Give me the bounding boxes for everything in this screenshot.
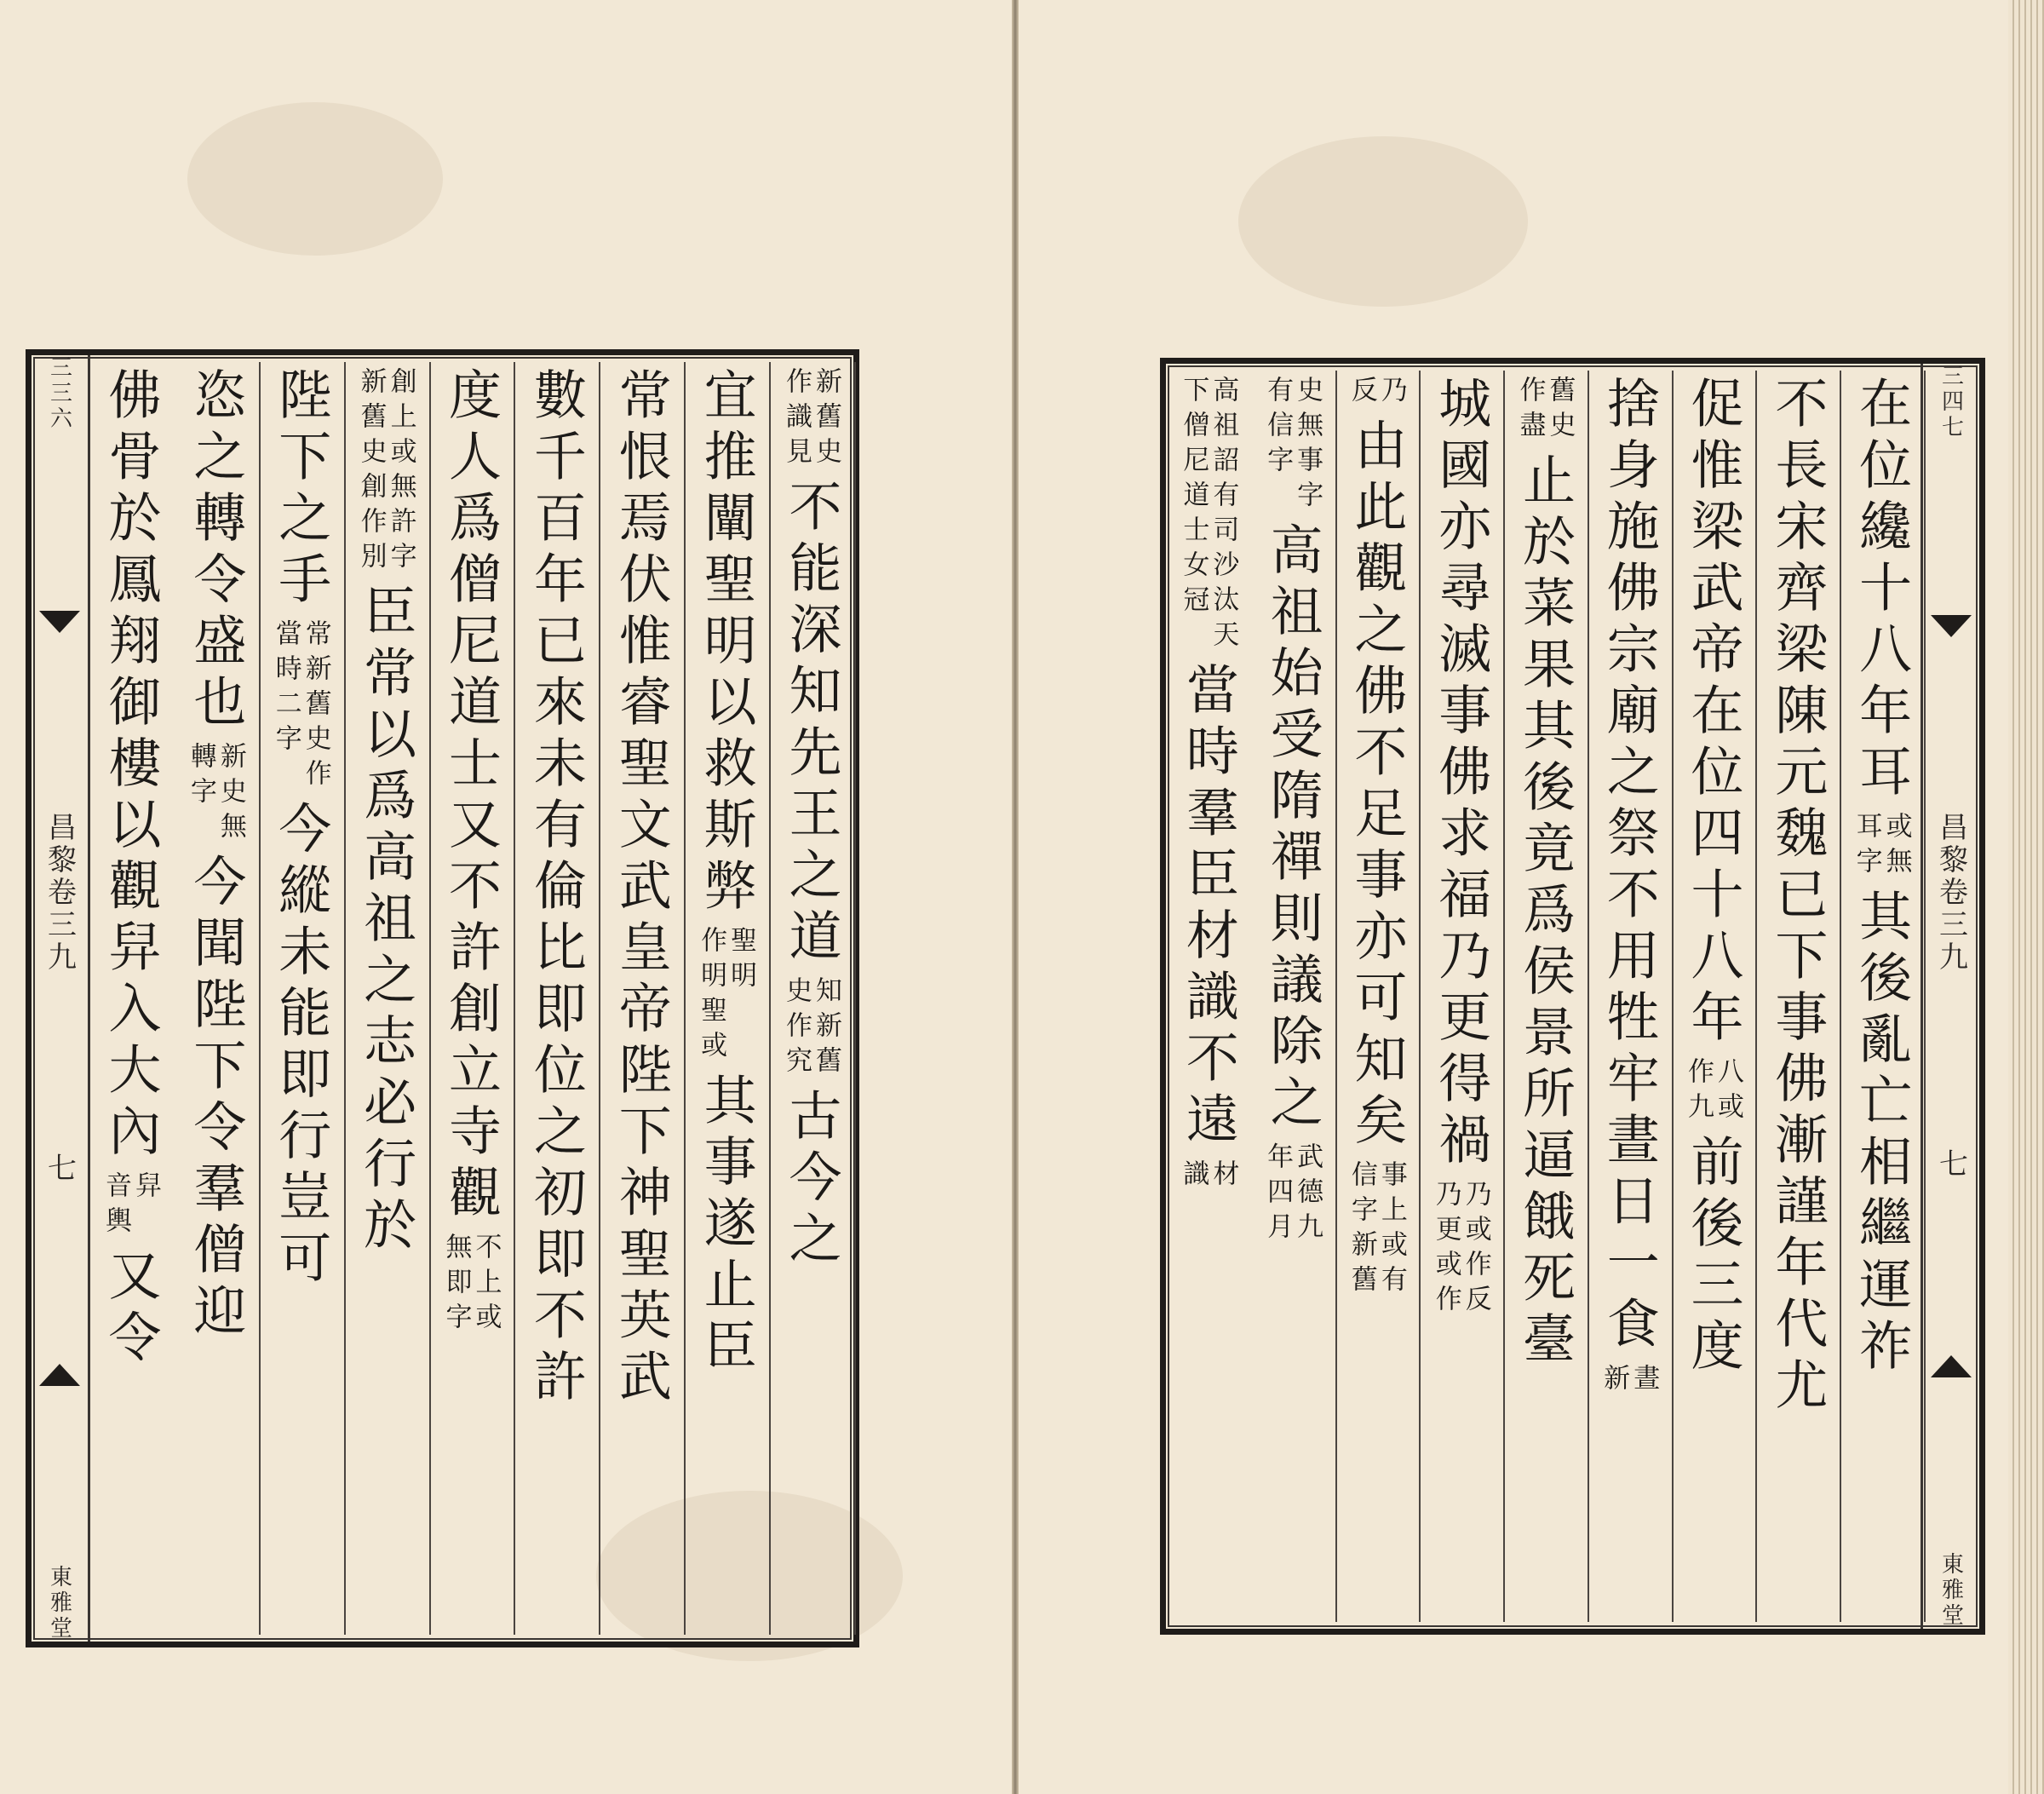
banxin-margin <box>32 355 90 1642</box>
text-column <box>1250 376 1335 1617</box>
annotation-line: 新 <box>1599 1364 1630 1399</box>
main-text: 在位纔十八年耳 <box>1850 376 1913 805</box>
annotation-line: 轉字 <box>185 742 216 812</box>
annotation-note <box>1346 376 1407 411</box>
text-column <box>343 367 428 1630</box>
annotation-note <box>440 1233 502 1337</box>
annotation-line: 作明聖或 <box>696 926 727 1066</box>
annotation-line: 常新舊史作 <box>300 619 331 794</box>
annotation-note <box>1178 1159 1239 1194</box>
annotation-line: 知新舊 <box>811 976 842 1081</box>
main-text: 宜推闡聖明以救斯弊 <box>695 367 758 919</box>
main-text: 當時羣臣材識不遠 <box>1177 662 1240 1153</box>
fishtail-mark <box>1931 615 1972 637</box>
text-column <box>1418 376 1502 1617</box>
page-edges <box>2008 0 2044 1794</box>
annotation-line: 年四月 <box>1262 1142 1294 1247</box>
fishtail-mark <box>39 611 80 633</box>
annotation-line: 不上或 <box>470 1233 502 1337</box>
annotation-note <box>100 1171 161 1241</box>
annotation-line: 高祖詔有司沙汰天 <box>1208 376 1239 655</box>
annotation-note <box>355 367 416 577</box>
main-text: 恣之轉令盛也 <box>184 367 247 735</box>
annotation-note <box>1599 1364 1660 1399</box>
annotation-line: 新史無 <box>215 742 246 847</box>
text-column <box>1587 376 1671 1617</box>
annotation-line: 當時二字 <box>270 619 301 759</box>
annotation-line: 音輿 <box>100 1171 131 1241</box>
annotation-note <box>696 926 757 1066</box>
fishtail-mark <box>1931 1355 1972 1377</box>
main-text: 前後三度 <box>1682 1134 1745 1379</box>
annotation-line: 無即字 <box>440 1233 472 1337</box>
main-text: 今聞陛下令羣僧迎 <box>184 854 247 1344</box>
fishtail-mark <box>39 1364 80 1386</box>
main-text: 不長宋齊梁陳元魏已下事佛漸謹年代尤 <box>1766 376 1829 1418</box>
main-text: 數千百年已來未有倫比即位之初即不許 <box>525 367 588 1410</box>
banxin-publisher: 東雅堂 <box>1938 1552 1964 1629</box>
banxin-page-number: 三三六 <box>46 355 72 432</box>
annotation-line: 晝 <box>1628 1364 1660 1399</box>
annotation-line: 作九 <box>1683 1057 1714 1127</box>
annotation-note <box>1262 376 1323 515</box>
text-column <box>428 367 514 1630</box>
annotation-line: 史無事字 <box>1292 376 1323 515</box>
annotation-note <box>781 976 842 1081</box>
annotation-line: 乃或作反 <box>1460 1180 1491 1320</box>
text-frame <box>1160 358 1985 1635</box>
annotation-line: 識 <box>1178 1159 1209 1194</box>
main-text: 度人爲僧尼道士又不許創立寺觀 <box>439 367 502 1226</box>
annotation-line: 事上或有 <box>1375 1160 1407 1300</box>
main-text: 又令 <box>99 1248 162 1371</box>
annotation-line: 聖明 <box>726 926 757 996</box>
banxin-book-title: 昌黎卷三九 <box>42 812 77 974</box>
text-column <box>173 367 258 1630</box>
main-text: 佛骨於鳳翔御樓以觀舁入大內 <box>99 367 162 1164</box>
annotation-line: 武德九 <box>1292 1142 1323 1247</box>
annotation-line: 舊史 <box>1544 376 1576 446</box>
annotation-line: 材 <box>1208 1159 1239 1194</box>
annotation-line: 反 <box>1346 376 1377 411</box>
main-text: 陛下之手 <box>269 367 332 612</box>
book-gutter <box>1012 0 1019 1794</box>
banxin-publisher: 東雅堂 <box>46 1565 72 1642</box>
text-column <box>1502 376 1587 1617</box>
main-text: 其後亂亡相繼運祚 <box>1850 888 1913 1379</box>
banxin-page-number: 三四七 <box>1938 364 1964 440</box>
banxin-margin <box>1921 364 1979 1629</box>
annotation-line: 舁 <box>129 1171 161 1206</box>
banxin-book-title: 昌黎卷三九 <box>1933 812 1968 974</box>
text-column <box>683 367 768 1630</box>
annotation-note <box>1430 1180 1491 1320</box>
annotation-line: 作盡 <box>1514 376 1546 446</box>
text-column <box>598 367 683 1630</box>
text-column <box>1671 376 1755 1617</box>
annotation-line: 創上或無許字 <box>385 367 416 577</box>
annotation-note <box>1346 1160 1407 1300</box>
main-text: 由此觀之佛不足事亦可知矣 <box>1345 417 1408 1153</box>
annotation-line: 作識見 <box>781 367 812 472</box>
main-text: 常恨焉伏惟睿聖文武皇帝陛下神聖英武 <box>610 367 673 1410</box>
main-text: 高祖始受隋禪則議除之 <box>1261 522 1324 1136</box>
main-text: 其事遂止臣 <box>695 1072 758 1379</box>
paper-stain <box>187 102 443 256</box>
text-column <box>768 367 853 1630</box>
annotation-line: 八或 <box>1713 1057 1744 1127</box>
main-text: 促惟梁武帝在位四十八年 <box>1682 376 1745 1050</box>
banxin-leaf-number: 七 <box>1933 1148 1968 1181</box>
annotation-line: 乃 <box>1375 376 1407 411</box>
text-column <box>88 367 173 1630</box>
banxin-leaf-number: 七 <box>42 1153 77 1185</box>
main-text: 城國亦尋滅事佛求福乃更得禍 <box>1429 376 1492 1173</box>
text-column <box>1754 376 1839 1617</box>
right-page <box>1015 0 2010 1794</box>
annotation-note <box>270 619 331 794</box>
text-frame <box>26 349 859 1647</box>
main-text: 捨身施佛宗廟之祭不用牲牢晝日一食 <box>1598 376 1661 1357</box>
text-column <box>513 367 598 1630</box>
text-column <box>1335 376 1419 1617</box>
annotation-line: 乃更或作 <box>1430 1180 1461 1320</box>
text-column <box>1839 376 1923 1617</box>
main-text: 止於菜果其後竟爲侯景所逼餓死臺 <box>1513 452 1576 1372</box>
annotation-note <box>187 742 244 847</box>
annotation-line: 信字新舊 <box>1346 1160 1377 1300</box>
annotation-line: 新舊史 <box>811 367 842 472</box>
annotation-note <box>781 367 842 472</box>
annotation-note <box>1683 1057 1744 1127</box>
annotation-note <box>1178 376 1239 655</box>
main-text: 古今之 <box>780 1088 843 1272</box>
annotation-note <box>1514 376 1576 446</box>
annotation-note <box>1851 812 1912 882</box>
paper-stain <box>1238 136 1528 307</box>
annotation-line: 新舊史創作別 <box>355 367 387 577</box>
main-text: 今縱未能即行豈可 <box>269 801 332 1291</box>
main-text: 不能深知先王之道 <box>780 479 843 969</box>
annotation-line: 下僧尼道士女冠 <box>1178 376 1209 620</box>
left-page <box>0 0 1015 1794</box>
main-text: 臣常以爲高祖之志必行於 <box>354 584 417 1258</box>
annotation-line: 史作究 <box>781 976 812 1081</box>
annotation-line: 或無 <box>1880 812 1912 882</box>
annotation-line: 耳字 <box>1851 812 1882 882</box>
text-column <box>1166 376 1250 1617</box>
annotation-note <box>1262 1142 1323 1247</box>
annotation-line: 有信字 <box>1262 376 1294 480</box>
text-column <box>258 367 343 1630</box>
